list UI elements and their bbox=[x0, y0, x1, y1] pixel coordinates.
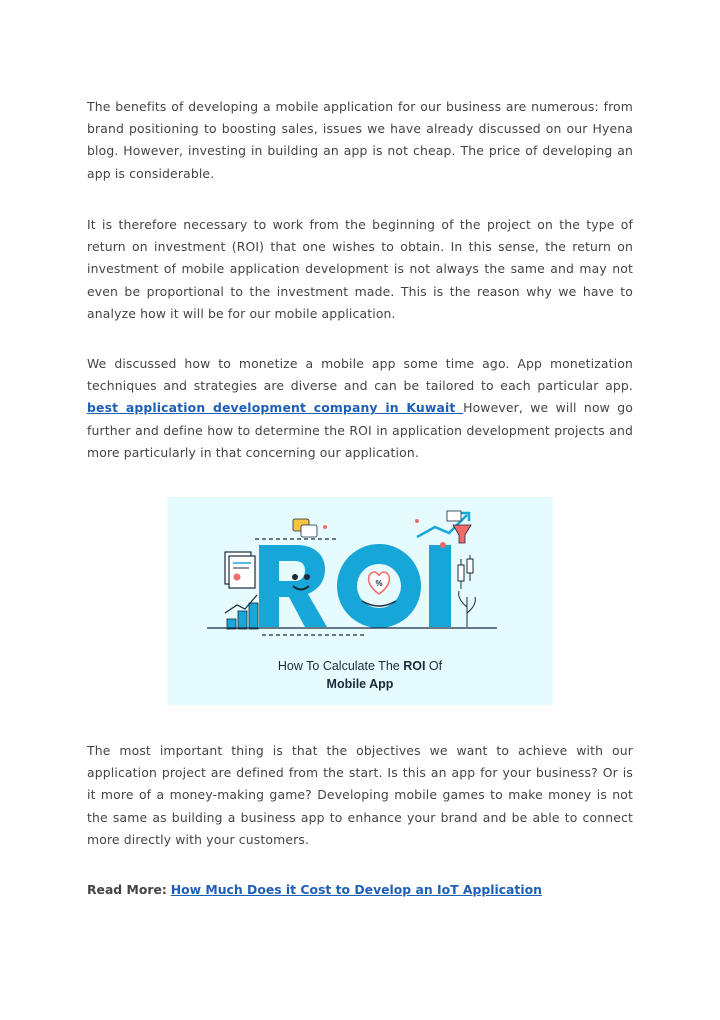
banner-caption-line1 bbox=[167, 659, 553, 673]
bar-chart-icon bbox=[225, 595, 258, 629]
svg-text:%: % bbox=[375, 579, 383, 588]
caption-roi-bold: ROI bbox=[403, 659, 426, 673]
caption-suffix: Of bbox=[425, 659, 443, 673]
sparkle-icons bbox=[323, 519, 419, 529]
paragraph-monetization bbox=[87, 353, 633, 464]
documents-icon bbox=[225, 552, 255, 588]
paragraph-objectives: The most important thing is that the objectives we want to achieve with our application project are defined from the start. Is this an app for your business? Or is it more of a money-making game? Developing mobile games to make money is not the same as building a business app to enhance your brand and be able to connect more directly with your customers. bbox=[87, 743, 633, 847]
read-more-link[interactable]: How Much Does it Cost to Develop an IoT Application bbox=[170, 882, 542, 897]
roi-illustration bbox=[167, 497, 553, 705]
read-more-line bbox=[87, 879, 542, 901]
caption-prefix: How To Calculate The bbox=[277, 659, 404, 673]
roi-letters bbox=[259, 544, 451, 628]
roi-banner-image bbox=[167, 497, 553, 705]
read-more-label: Read More: bbox=[87, 882, 167, 897]
kuwait-company-link[interactable]: best application development company in Kuwait bbox=[87, 400, 464, 416]
paragraph-roi-necessity: It is therefore necessary to work from the beginning of the project on the type of return on investment (ROI) that one wishes to obtain. In this sense, the return on investment of mobile application development is not always the same and may not even be proportional to the investment made. This is the reason why we have to analyze how it will be for our mobile application. bbox=[87, 217, 633, 321]
paragraph-intro: The benefits of developing a mobile application for our business are numerous: from brand positioning to boosting sales, issues we have already discussed on our Hyena blog. However, investing in building an app is not cheap. The price of developing an app is considerable. bbox=[87, 99, 633, 181]
letter-i bbox=[429, 545, 451, 627]
candlestick-icon bbox=[458, 555, 473, 589]
chat-bubble-icon bbox=[293, 519, 317, 537]
banner-caption-line2: Mobile App bbox=[326, 677, 394, 691]
plant-icon bbox=[459, 591, 476, 627]
paragraph-monetization-text-end: However, we will now go further and define how to determine the ROI in application development projects and more particularly in that concerning our application. bbox=[87, 400, 633, 460]
paragraph-monetization-text-start: We discussed how to monetize a mobile app some time ago. App monetization techniques and strategies are diverse and can be tailored to each particular app. bbox=[87, 356, 633, 394]
